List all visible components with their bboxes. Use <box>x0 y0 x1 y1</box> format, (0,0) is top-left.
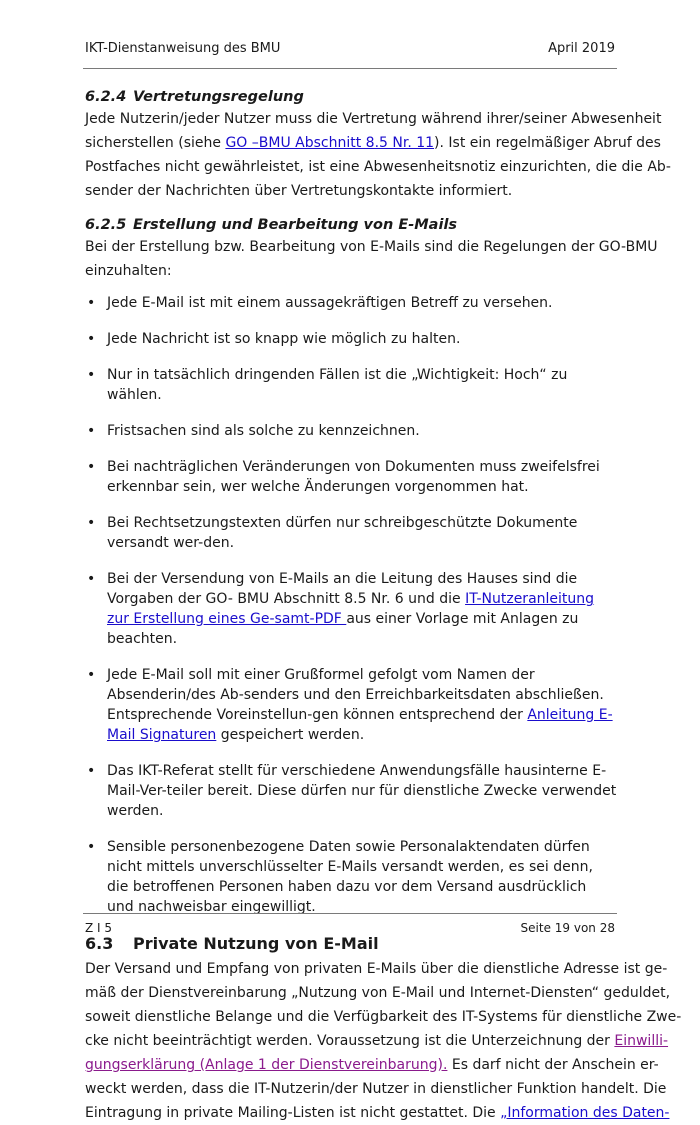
rules-list <box>85 293 617 917</box>
page-header <box>83 38 617 69</box>
link-einwilligungserklaerung[interactable]: Einwilli- <box>614 1033 669 1049</box>
header-document-title: IKT-Dienstanweisung des BMU <box>85 41 281 56</box>
footer-page-number: Seite 19 von 28 <box>520 921 615 935</box>
link-einwilligungserklaerung-cont[interactable]: gungserklärung (Anlage 1 der Dienstvereinbarung). <box>85 1057 448 1073</box>
list-item: • Sensible personenbezogene Daten sowie Personalaktendaten dürfen nicht mittels unverschlüsselter E-Mails versandt werden, es sei denn, die betroffenen Personen haben dazu vor dem Versand ausdrücklich und nachweisbar eingewilligt. <box>85 837 617 917</box>
list-item: • Jede Nachricht ist so knapp wie möglich zu halten. <box>85 329 617 349</box>
list-item: • Bei nachträglichen Veränderungen von Dokumenten muss zweifelsfrei erkennbar sein, wer welche Änderungen vorgenommen hat. <box>85 457 617 497</box>
list-item: • Fristsachen sind als solche zu kennzeichnen. <box>85 421 617 441</box>
heading-6-2-5: 6.2.5 Erstellung und Bearbeitung von E-Mails <box>85 217 458 233</box>
list-item: • Jede E-Mail soll mit einer Grußformel gefolgt vom Namen der Absenderin/des Ab-senders und den Erreichbarkeitsdaten abschließen. Entsprechende Voreinstellun-gen können entsprechend der Anleitung E-Mail Signaturen gespeichert werden. <box>85 665 617 745</box>
paragraph-erstellung-intro: Bei der Erstellung bzw. Bearbeitung von E-Mails sind die Regelungen der GO-BMU einzuhalten: <box>85 239 658 279</box>
heading-6-3: 6.3 Private Nutzung von E-Mail <box>85 934 379 953</box>
list-item: • Nur in tatsächlich dringenden Fällen ist die „Wichtigkeit: Hoch“ zu wählen. <box>85 365 617 405</box>
list-item: • Bei Rechtsetzungstexten dürfen nur schreibgeschützte Dokumente versandt wer-den. <box>85 513 617 553</box>
paragraph-private-nutzung: Der Versand und Empfang von privaten E-Mails über die dienstliche Adresse ist ge- mäß der Dienstvereinbarung „Nutzung von E-Mail und Internet-Diensten“ geduldet, soweit dienstliche Belange und die Verfügbarkeit des IT-Systems für dienstliche Zwe- cke nicht beeinträchtigt werden. Voraussetzung ist die Unterzeichnung der Einwilli- gungserklärung (Anlage 1 der Dienstvereinbarung). Es darf nicht der Anschein er- weckt werden, dass die IT-Nutzerin/der Nutzer in dienstlicher Funktion handelt. Die Eintragung in private Mailing-Listen ist nicht gestattet. Die „Information des Daten- <box>85 961 682 1121</box>
paragraph-vertretungsregelung: Jede Nutzerin/jeder Nutzer muss die Vertretung während ihrer/seiner Abwesenheit sicherstellen (siehe GO –BMU Abschnitt 8.5 Nr. 11). Ist ein regelmäßiger Abruf des Postfaches nicht gewährleistet, ist eine Abwesenheitsnotiz einzurichten, die die Ab- sender der Nachrichten über Vertretungskontakte informiert. <box>85 111 671 199</box>
page-content <box>85 87 682 1125</box>
link-go-bmu-8-5-nr-11[interactable]: GO –BMU Abschnitt 8.5 Nr. 11 <box>225 135 435 151</box>
page-footer <box>83 913 617 940</box>
list-item: • Jede E-Mail ist mit einem aussagekräftigen Betreff zu versehen. <box>85 293 617 313</box>
heading-6-2-4: 6.2.4 Vertretungsregelung <box>85 89 304 105</box>
link-anleitung-email-signaturen[interactable]: Anleitung E-Mail Signaturen <box>107 707 613 743</box>
footer-unit: Z I 5 <box>85 921 113 935</box>
link-information-datenschutz[interactable]: „Information des Daten- <box>500 1105 670 1121</box>
list-item: • Bei der Versendung von E-Mails an die Leitung des Hauses sind die Vorgaben der GO- BMU Abschnitt 8.5 Nr. 6 und die IT-Nutzeranleitung zur Erstellung eines Ge-samt-PDF aus einer Vorlage mit Anlagen zu beachten. <box>85 569 617 649</box>
link-it-nutzeranleitung-gesamt-pdf[interactable]: IT-Nutzeranleitung zur Erstellung eines Ge-samt-PDF <box>107 591 595 627</box>
list-item: • Das IKT-Referat stellt für verschiedene Anwendungsfälle hausinterne E-Mail-Ver-teiler bereit. Diese dürfen nur für dienstliche Zwecke verwendet werden. <box>85 761 617 821</box>
header-date: April 2019 <box>548 41 615 56</box>
